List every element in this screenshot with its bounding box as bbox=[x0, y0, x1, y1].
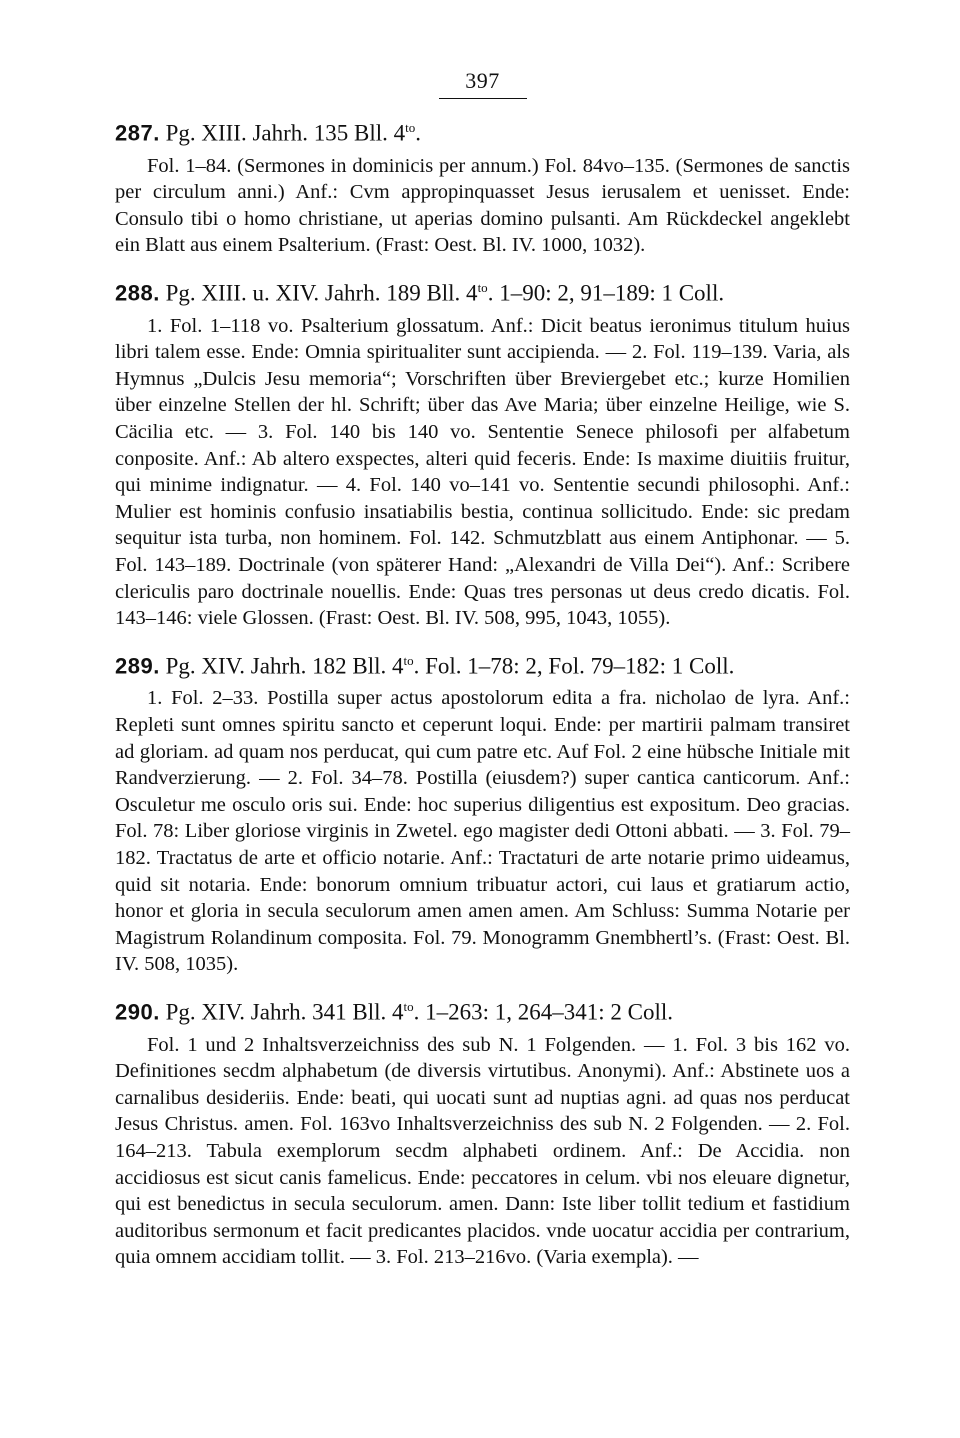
entry-heading bbox=[115, 992, 850, 1028]
entry-number: 290. bbox=[115, 999, 160, 1025]
entry-heading bbox=[115, 646, 850, 682]
entry-heading-sup: to bbox=[477, 280, 488, 296]
entry-heading-sup: to bbox=[405, 120, 416, 135]
entry-heading-tail: . 1–263: 1, 264–341: 2 Coll. bbox=[413, 999, 674, 1025]
entry-heading-main: Pg. XIII. Jahrh. 135 Bll. 4 bbox=[159, 120, 406, 146]
entry-text: 1. Fol. 1–118 vo. Psalterium glossatum. Anf.: Dicit beatus ieronimus titulum huius libri talem esse. Ende: Omnia spiritualiter sunt accipienda. — 2. Fol. 119–139. Varia, als Hymnus „Dulcis Jesu memoria“; Vorschriften über Breviergebet etc.; kurze Homilien über einzelne Stellen der hl. Schrift; über das Ave Maria; über einzelne Heilige, wie S. Cäcilia etc. — 3. Fol. 140 bis 140 vo. Sententie Senece philosofi per alfabetum conposite. Anf.: Ab altero exspectes, alteri quid feceris. Ende: Is maxime diuitiis fruitur, qui minime indignatur. — 4. Fol. 140 vo–141 vo. Sententie secundi philosophi. Anf.: Mulier est hominis confusio insatiabilis bestia, continua sollicitudo. Ende: sic predam sequitur ista turba, non hominem. Fol. 142. Schmutzblatt aus einem Antiphonar. — 5. Fol. 143–189. Doctrinale (von späterer Hand: „Alexandri de Villa Dei“). Anf.: Scribere clericulis paro doctrinale nouellis. Ende: Quas tres personas ut deus credo dicatis. Fol. 143–146: viele Glossen. (Frast: Oest. Bl. IV. 508, 995, 1043, 1055). bbox=[115, 314, 850, 630]
entry-heading-sup: to bbox=[403, 652, 414, 668]
entry-number: 287. bbox=[115, 120, 160, 146]
entry-290 bbox=[115, 992, 850, 1271]
entry-heading bbox=[115, 113, 850, 149]
entry-heading-main: Pg. XIII. u. XIV. Jahrh. 189 Bll. 4 bbox=[159, 280, 478, 306]
entry-number: 288. bbox=[115, 280, 160, 306]
entry-text: 1. Fol. 2–33. Postilla super actus apostolorum edita a fra. nicholao de lyra. Anf.: Repleti sunt omnes spiritu sancto et ceperunt loqui. Ende: per martirii palmam transiret ad gloriam. ad quam nos perducat, qui cum patre etc. Auf Fol. 2 eine hübsche Initiale mit Randverzierung. — 2. Fol. 34–78. Postilla (eiusdem?) super cantica canticorum. Anf.: Osculetur me osculo oris sui. Ende: hoc superius diligentius est expositum. Deo gracias. Fol. 78: Liber gloriose virginis in Zwetel. ego magister dedi Ottoni abbati. — 3. Fol. 79–182. Tractatus de arte et officio notarie. Anf.: Tractaturi de arte notarie primo uideamus, quid sit notaria. Ende: bonorum omnium tribuatur actori, cui laus et gratiarum actio, honor et gloria in secula seculorum amen amen amen. Am Schluss: Summa Notarie per Magistrum Rolandinum composita. Fol. 79. Monogramm Gnembhertl’s. (Frast: Oest. Bl. IV. 508, 1035). bbox=[115, 687, 850, 976]
entry-288 bbox=[115, 273, 850, 632]
entry-heading-tail: . Fol. 1–78: 2, Fol. 79–182: 1 Coll. bbox=[413, 653, 735, 679]
entry-287 bbox=[115, 113, 850, 259]
entry-heading-main: Pg. XIV. Jahrh. 341 Bll. 4 bbox=[159, 999, 404, 1025]
page-number: 397 bbox=[465, 68, 500, 93]
entry-heading-main: Pg. XIV. Jahrh. 182 Bll. 4 bbox=[159, 653, 404, 679]
entry-heading-sup: to bbox=[403, 999, 414, 1014]
page-number-rule bbox=[439, 98, 527, 99]
document-page bbox=[115, 60, 850, 1271]
entry-text: Fol. 1 und 2 Inhaltsverzeichniss des sub N. 1 Folgenden. — 1. Fol. 3 bis 162 vo. Definitiones secdm alphabetum (de diversis virtutibus. Anonymi). Anf.: Abstinete uos a carnalibus desideriis. Ende: beati, qui uocati sunt ad nuptias agni. ad quas nos perducat Jesus Christus. amen. Fol. 163vo Inhaltsverzeichniss des sub N. 2 Folgenden. — 2. Fol. 164–213. Tabula exemplorum secdm alphabeti ordinem. Anf.: De Accidia. non accidiosus est sicut canis famelicus. Ende: peccatores in celum. vbi nos eleuare dignetur, qui est benedictus in secula seculorum. amen. Dann: Iste liber tollit tedium et fastidium auditoribus sermonum et facit predicantes placidos. vnde uocatur accidia per contrarium, quia omnem accidiam tollit. — 3. Fol. 213–216vo. (Varia exempla). — bbox=[115, 1033, 850, 1269]
entry-text: Fol. 1–84. (Sermones in dominicis per annum.) Fol. 84vo–135. (Sermones de sanctis per circulum anni.) Anf.: Cvm appropinquasset Jesus ierusalem et uenisset. Ende: Consulo tibi o homo christiane, ut aperias domino pulsanti. Am Rückdeckel angeklebt ein Blatt aus einem Psalterium. (Frast: Oest. Bl. IV. 1000, 1032). bbox=[115, 154, 850, 257]
entry-heading bbox=[115, 273, 850, 309]
entry-heading-tail: . bbox=[415, 120, 422, 146]
entry-heading-tail: . 1–90: 2, 91–189: 1 Coll. bbox=[487, 280, 725, 306]
entry-289 bbox=[115, 646, 850, 978]
entry-number: 289. bbox=[115, 653, 160, 679]
